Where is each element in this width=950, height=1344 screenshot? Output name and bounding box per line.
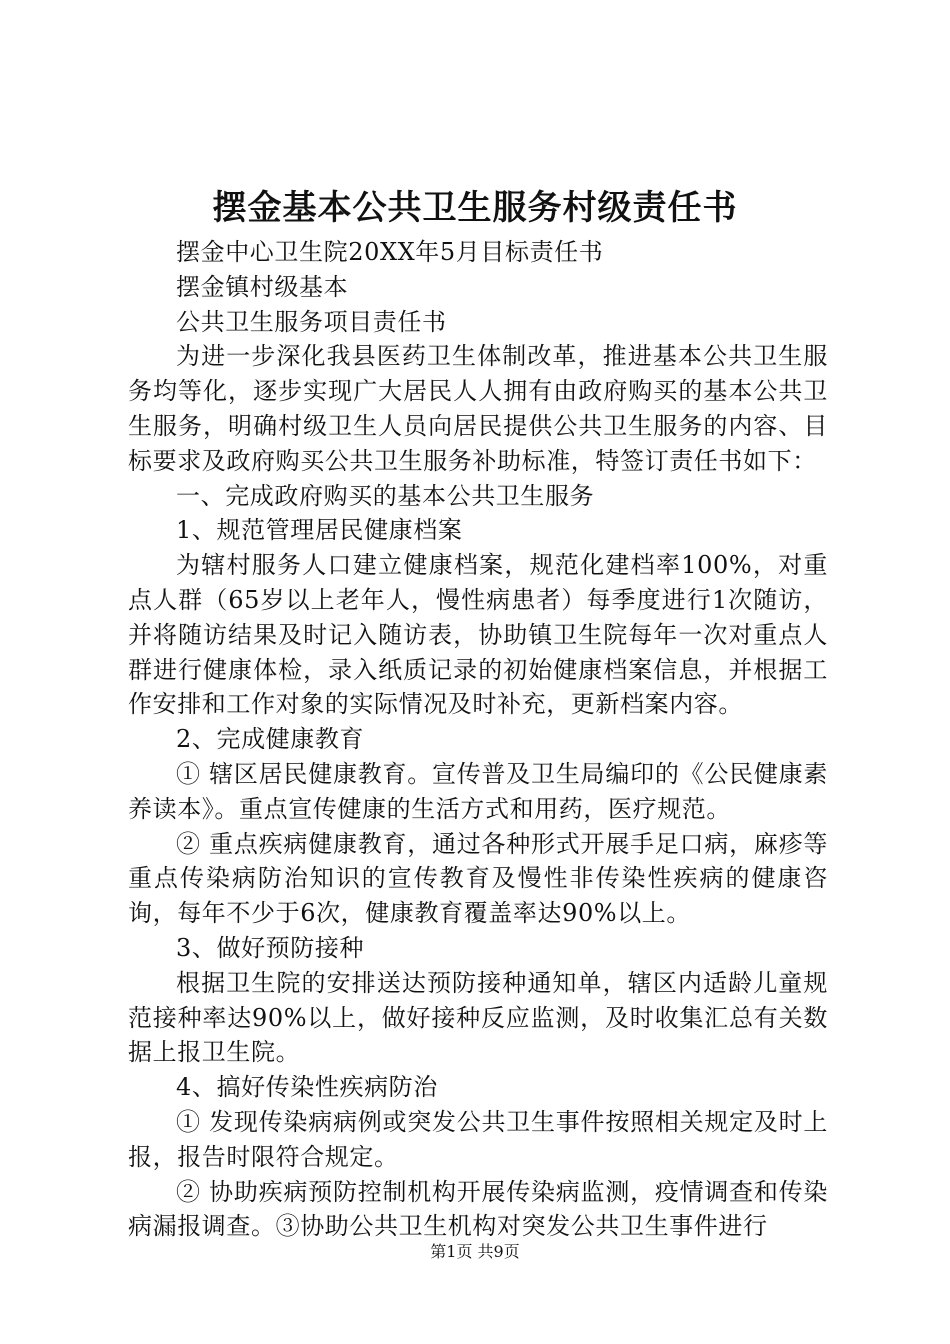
- paragraph-subtitle-2: 摆金镇村级基本: [176, 272, 349, 301]
- paragraph-disease-control-1: ① 发现传染病病例或突发公共卫生事件按照相关规定及时上报，报告时限符合规定。: [128, 1107, 828, 1171]
- paragraph-vaccination: 根据卫生院的安排送达预防接种通知单，辖区内适龄儿童规范接种率达90%以上，做好接种反应监测，及时收集汇总有关数据上报卫生院。: [128, 968, 828, 1067]
- item-heading-2: 2、完成健康教育: [176, 725, 365, 754]
- paragraph-intro: 为进一步深化我县医药卫生体制改革，推进基本公共卫生服务均等化，逐步实现广大居民人人拥有由政府购买的基本公共卫生服务，明确村级卫生人员向居民提供公共卫生服务的内容、目标要求及政府购买公共卫生服务补助标准，特签订责任书如下：: [128, 342, 828, 475]
- item-heading-1: 1、规范管理居民健康档案: [176, 516, 463, 545]
- paragraph-subtitle-3: 公共卫生服务项目责任书: [176, 307, 447, 336]
- document-body: [128, 235, 828, 1244]
- item-heading-3: 3、做好预防接种: [176, 933, 365, 962]
- paragraph-disease-control-2: ② 协助疾病预防控制机构开展传染病监测，疫情调查和传染病漏报调查。③协助公共卫生机构对突发公共卫生事件进行: [128, 1177, 828, 1241]
- paragraph-subtitle-1: 摆金中心卫生院20XX年5月目标责任书: [176, 238, 604, 266]
- section-heading-1: 一、完成政府购买的基本公共卫生服务: [176, 481, 595, 510]
- document-title: 摆金基本公共卫生服务村级责任书: [212, 188, 738, 228]
- item-heading-4: 4、搞好传染性疾病防治: [176, 1073, 438, 1102]
- paragraph-health-education-2: ② 重点疾病健康教育，通过各种形式开展手足口病，麻疹等重点传染病防治知识的宣传教育及慢性非传染性疾病的健康咨询，每年不少于6次，健康教育覆盖率达90%以上。: [128, 829, 828, 928]
- paragraph-health-education-1: ① 辖区居民健康教育。宣传普及卫生局编印的《公民健康素养读本》。重点宣传健康的生活方式和用药，医疗规范。: [128, 759, 828, 823]
- page-footer: 第1页 共9页: [430, 1242, 520, 1261]
- paragraph-health-records: 为辖村服务人口建立健康档案，规范化建档率100%，对重点人群（65岁以上老年人，慢性病患者）每季度进行1次随访，并将随访结果及时记入随访表，协助镇卫生院每年一次对重点人群进行健康体检，录入纸质记录的初始健康档案信息，并根据工作安排和工作对象的实际情况及时补充，更新档案内容。: [128, 551, 828, 719]
